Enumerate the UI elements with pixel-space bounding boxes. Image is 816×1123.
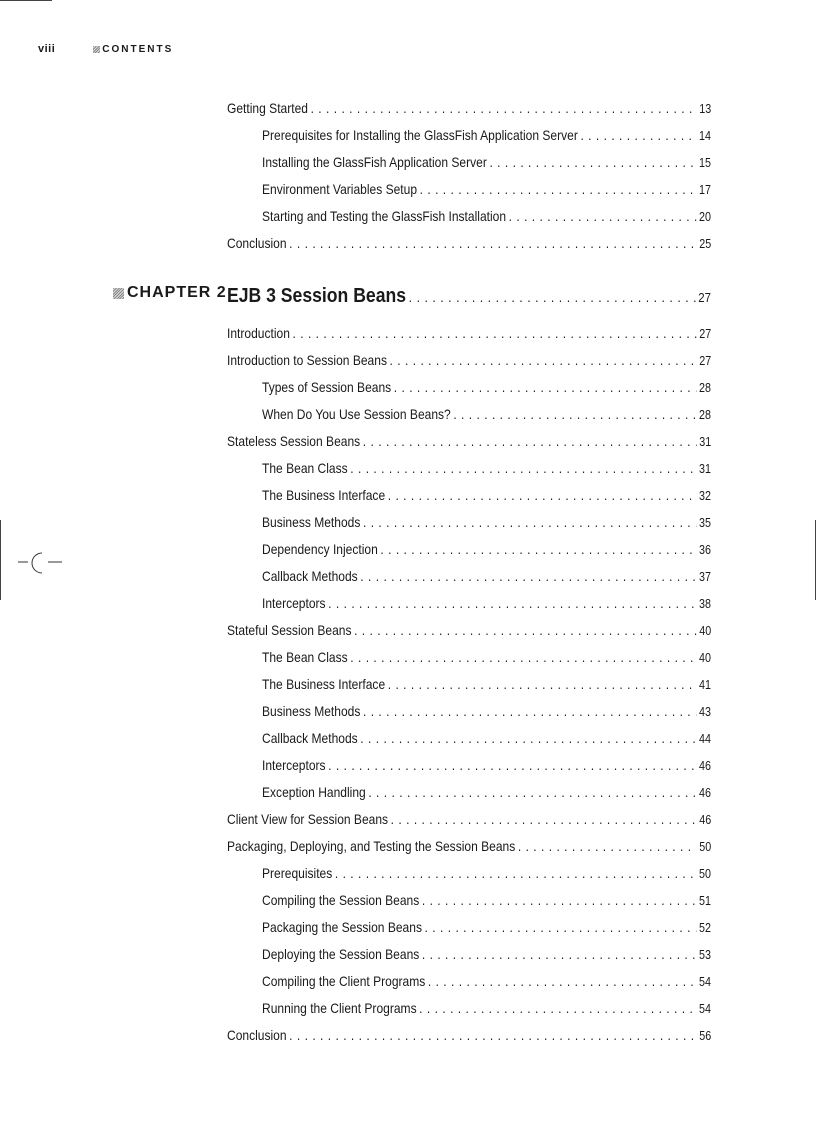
toc-entry[interactable] (262, 513, 711, 532)
toc-entry-title: Business Methods (262, 514, 361, 530)
toc-entry-title: Stateful Session Beans (227, 622, 352, 638)
toc-entry[interactable] (262, 918, 711, 937)
dot-leader (289, 234, 696, 252)
toc-entry[interactable] (262, 378, 711, 397)
dot-leader (368, 783, 696, 801)
toc-entry[interactable] (262, 405, 711, 424)
toc-entry-page: 14 (698, 129, 711, 143)
dot-leader (453, 405, 696, 423)
dot-leader (409, 285, 696, 309)
dot-leader (390, 351, 697, 369)
toc-entry-page: 52 (698, 921, 711, 935)
toc-entry-title: Types of Session Beans (262, 379, 392, 395)
toc-entry-page: 37 (698, 570, 711, 584)
toc-entry[interactable] (227, 432, 711, 451)
dot-leader (419, 999, 696, 1017)
toc-entry[interactable] (262, 702, 711, 721)
running-head (38, 43, 173, 55)
toc-entry-title: When Do You Use Session Beans? (262, 406, 451, 422)
toc-entry[interactable] (262, 153, 711, 172)
registration-mark-icon (18, 548, 62, 578)
toc-entry-page: 53 (698, 948, 711, 962)
toc-entry[interactable] (227, 837, 711, 856)
toc-entry-title: The Bean Class (262, 649, 348, 665)
toc-entry-title: Introduction to Session Beans (227, 352, 387, 368)
crop-mark-top (0, 0, 52, 1)
dot-leader (388, 675, 697, 693)
toc-entry[interactable] (262, 540, 711, 559)
toc-entry-title: Compiling the Client Programs (262, 973, 426, 989)
dot-leader (311, 99, 697, 117)
chapter-number: CHAPTER 2 (127, 284, 227, 301)
toc-entry-page: 32 (698, 489, 711, 503)
dot-leader (328, 594, 696, 612)
page-number: viii (38, 43, 56, 55)
toc-entry-page: 27 (699, 327, 712, 341)
dot-leader (391, 810, 697, 828)
toc-entry-page: 38 (698, 597, 711, 611)
toc-entry-title: Client View for Session Beans (227, 811, 389, 827)
dot-leader (354, 621, 697, 639)
dot-leader (289, 1026, 696, 1044)
toc-entry[interactable] (262, 729, 711, 748)
toc-entry-page: 28 (698, 381, 711, 395)
page-edge-left (0, 520, 1, 600)
toc-entry[interactable] (262, 207, 711, 226)
toc-entry-title: Prerequisites for Installing the GlassFish Application Server (262, 127, 578, 143)
toc-entry-page: 27 (698, 290, 711, 305)
toc-entry-page: 27 (699, 354, 712, 368)
toc-entry-title: The Business Interface (262, 676, 386, 692)
toc-entry[interactable] (262, 126, 711, 145)
toc-entry[interactable] (262, 999, 711, 1018)
toc-entry-page: 36 (698, 543, 711, 557)
dot-leader (509, 207, 697, 225)
toc-entry-page: 35 (698, 516, 711, 530)
dot-leader (363, 702, 696, 720)
toc-entry-title: Getting Started (227, 100, 308, 116)
toc-entry-title: Introduction (227, 325, 290, 341)
dot-leader (518, 837, 697, 855)
dot-leader (293, 324, 697, 342)
dot-leader (363, 513, 696, 531)
toc-entry-title: Compiling the Session Beans (262, 892, 420, 908)
toc-entry-page: 31 (698, 462, 711, 476)
toc-entry-title: Conclusion (227, 1027, 287, 1043)
toc-entry[interactable] (227, 1026, 711, 1045)
toc-entry-title: Running the Client Programs (262, 1000, 417, 1016)
toc-entry[interactable] (262, 891, 711, 910)
dot-leader (388, 486, 697, 504)
toc-entry-page: 15 (698, 156, 711, 170)
dot-leader (394, 378, 697, 396)
toc-entry-title: The Bean Class (262, 460, 348, 476)
dot-leader (428, 972, 697, 990)
toc-entry-page: 41 (698, 678, 711, 692)
toc-entry[interactable] (227, 324, 711, 343)
toc-entry-title: Starting and Testing the GlassFish Installation (262, 208, 507, 224)
toc-entry[interactable] (262, 864, 711, 883)
toc-entry-title: The Business Interface (262, 487, 386, 503)
toc-entry-page: 46 (698, 786, 711, 800)
toc-entry-chapter-title[interactable] (227, 284, 711, 310)
toc-entry-title: Deploying the Session Beans (262, 946, 420, 962)
toc-entry[interactable] (262, 648, 711, 667)
toc-entry-page: 20 (698, 210, 711, 224)
toc-entry-page: 50 (698, 867, 711, 881)
toc-entry[interactable] (262, 594, 711, 613)
toc-entry-page: 43 (698, 705, 711, 719)
toc-entry-page: 51 (698, 894, 711, 908)
dot-leader (420, 180, 697, 198)
running-head-label: CONTENTS (102, 43, 174, 55)
dot-leader (580, 126, 696, 144)
toc-entry-title: Conclusion (227, 235, 287, 251)
toc-entry-page: 13 (699, 102, 712, 116)
toc-entry-page: 56 (699, 1029, 712, 1043)
toc-entry-page: 46 (698, 759, 711, 773)
toc-entry[interactable] (227, 234, 711, 253)
square-bullet-icon (93, 46, 100, 53)
dot-leader (350, 648, 696, 666)
dot-leader (489, 153, 696, 171)
dot-leader (360, 729, 696, 747)
toc-entry-page: 25 (699, 237, 712, 251)
toc-entry-title: Callback Methods (262, 568, 358, 584)
toc-entry-title: Interceptors (262, 595, 326, 611)
dot-leader (380, 540, 696, 558)
toc-entry-title: Callback Methods (262, 730, 358, 746)
toc-entry[interactable] (262, 783, 711, 802)
dot-leader (350, 459, 696, 477)
toc-entry[interactable] (262, 756, 711, 775)
dot-leader (422, 945, 697, 963)
toc-entry-title: Environment Variables Setup (262, 181, 418, 197)
toc-entry-page: 46 (699, 813, 712, 827)
toc-entry[interactable] (227, 810, 711, 829)
dot-leader (328, 756, 696, 774)
toc-entry-page: 54 (698, 1002, 711, 1016)
toc-entry-title: EJB 3 Session Beans (227, 285, 407, 307)
toc-entry[interactable] (262, 567, 711, 586)
toc-entry-title: Stateless Session Beans (227, 433, 361, 449)
toc-entry-title: Business Methods (262, 703, 361, 719)
toc-entry[interactable] (262, 945, 711, 964)
toc-entry[interactable] (227, 99, 711, 118)
toc-entry-page: 54 (698, 975, 711, 989)
toc-entry-page: 28 (698, 408, 711, 422)
toc-entry[interactable] (262, 459, 711, 478)
chapter-label (113, 284, 227, 302)
toc-entry[interactable] (227, 351, 711, 370)
toc-entry-page: 44 (698, 732, 711, 746)
toc-entry[interactable] (262, 972, 711, 991)
dot-leader (360, 567, 696, 585)
dot-leader (425, 918, 697, 936)
toc-entry-title: Interceptors (262, 757, 326, 773)
toc-entry-title: Prerequisites (262, 865, 333, 881)
toc-entry-page: 50 (699, 840, 712, 854)
toc-entry-title: Dependency Injection (262, 541, 378, 557)
square-bullet-icon (113, 288, 124, 299)
toc-entry-page: 40 (699, 624, 712, 638)
toc-entry-title: Exception Handling (262, 784, 366, 800)
toc-entry-title: Packaging the Session Beans (262, 919, 422, 935)
toc-entry-page: 17 (698, 183, 711, 197)
toc-entry-title: Installing the GlassFish Application Server (262, 154, 487, 170)
toc-entry-title: Packaging, Deploying, and Testing the Session Beans (227, 838, 516, 854)
dot-leader (363, 432, 697, 450)
toc-entry[interactable] (262, 180, 711, 199)
toc-entry[interactable] (262, 675, 711, 694)
toc-entry-page: 40 (698, 651, 711, 665)
dot-leader (422, 891, 697, 909)
toc-entry[interactable] (227, 621, 711, 640)
toc-entry[interactable] (262, 486, 711, 505)
toc-entry-page: 31 (699, 435, 712, 449)
dot-leader (335, 864, 697, 882)
